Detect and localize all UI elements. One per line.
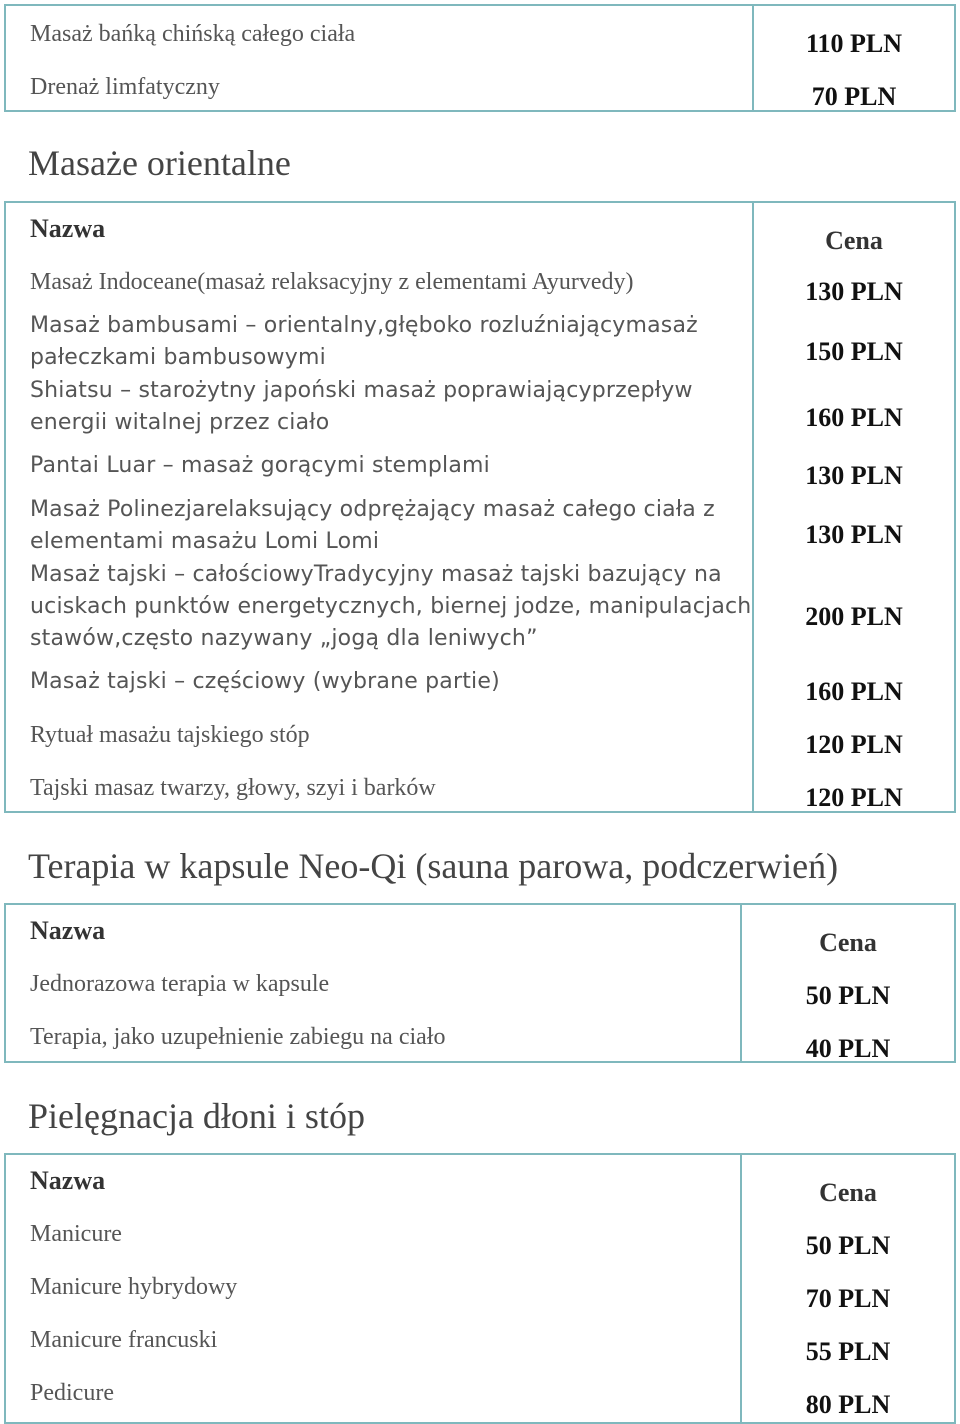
service-name: Terapia, jako uzupełnienie zabiegu na ciało <box>30 1024 446 1050</box>
service-name-cont: stawów,często nazywany „jogą dla leniwych” <box>30 626 538 651</box>
service-name-cont: energii witalnej przez ciało <box>30 410 330 435</box>
service-name: Jednorazowa terapia w kapsule <box>30 971 330 997</box>
column-header-name: Nazwa <box>30 916 106 945</box>
service-name: Shiatsu – starożytny japoński masaż poprawiającyprzepływ <box>30 378 693 403</box>
column-header-price: Cena <box>825 226 883 255</box>
section-title: Terapia w kapsule Neo-Qi (sauna parowa, podczerwień) <box>28 846 839 886</box>
oriental-price-table <box>4 201 956 813</box>
service-price: 120 PLN <box>805 730 903 759</box>
service-price: 80 PLN <box>805 1390 891 1419</box>
service-price: 110 PLN <box>805 29 903 58</box>
service-name: Manicure <box>30 1221 122 1247</box>
service-name: Masaż bańką chińską całego ciała <box>30 21 356 47</box>
service-name: Masaż tajski – częściowy (wybrane partie) <box>30 669 500 694</box>
service-price: 130 PLN <box>805 461 903 490</box>
service-name: Pedicure <box>30 1380 114 1406</box>
service-name-cont: uciskach punktów energetycznych, biernej jodze, manipulacjach <box>30 594 752 619</box>
service-price: 70 PLN <box>805 1284 891 1313</box>
neoqi-price-table <box>4 903 956 1063</box>
service-price: 55 PLN <box>805 1337 891 1366</box>
column-header-price: Cena <box>819 1178 877 1207</box>
service-price: 130 PLN <box>805 520 903 549</box>
service-price: 160 PLN <box>805 403 903 432</box>
column-header-price: Cena <box>819 928 877 957</box>
service-name: Manicure hybrydowy <box>30 1274 238 1300</box>
service-name: Drenaż limfatyczny <box>30 74 220 100</box>
column-header-name: Nazwa <box>30 214 106 243</box>
service-price: 40 PLN <box>805 1034 891 1063</box>
service-name-cont: pałeczkami bambusowymi <box>30 345 326 370</box>
service-name: Pantai Luar – masaż gorącymi stemplami <box>30 453 490 478</box>
section-title: Masaże orientalne <box>28 143 291 183</box>
service-name: Tajski masaz twarzy, głowy, szyi i barków <box>30 775 436 801</box>
service-price: 200 PLN <box>805 602 903 631</box>
hands-price-table <box>4 1153 956 1424</box>
service-name: Manicure francuski <box>30 1327 218 1353</box>
service-price: 130 PLN <box>805 277 903 306</box>
service-name-cont: elementami masażu Lomi Lomi <box>30 529 380 554</box>
service-price: 150 PLN <box>805 337 903 366</box>
service-name: Masaż bambusami – orientalny,głęboko rozluźniającymasaż <box>30 313 698 338</box>
top-price-table <box>4 4 956 112</box>
service-name: Masaż tajski – całościowyTradycyjny masaż tajski bazujący na <box>30 562 722 587</box>
service-price: 70 PLN <box>811 82 897 111</box>
service-name: Masaż Indoceane(masaż relaksacyjny z elementami Ayurvedy) <box>30 269 634 295</box>
service-price: 160 PLN <box>805 677 903 706</box>
section-title: Pielęgnacja dłoni i stóp <box>28 1096 365 1136</box>
service-price: 120 PLN <box>805 783 903 812</box>
service-name: Rytuał masażu tajskiego stóp <box>30 722 310 748</box>
service-name: Masaż Polinezjarelaksujący odprężający masaż całego ciała z <box>30 497 715 522</box>
service-price: 50 PLN <box>805 981 891 1010</box>
service-price: 50 PLN <box>805 1231 891 1260</box>
column-header-name: Nazwa <box>30 1166 106 1195</box>
